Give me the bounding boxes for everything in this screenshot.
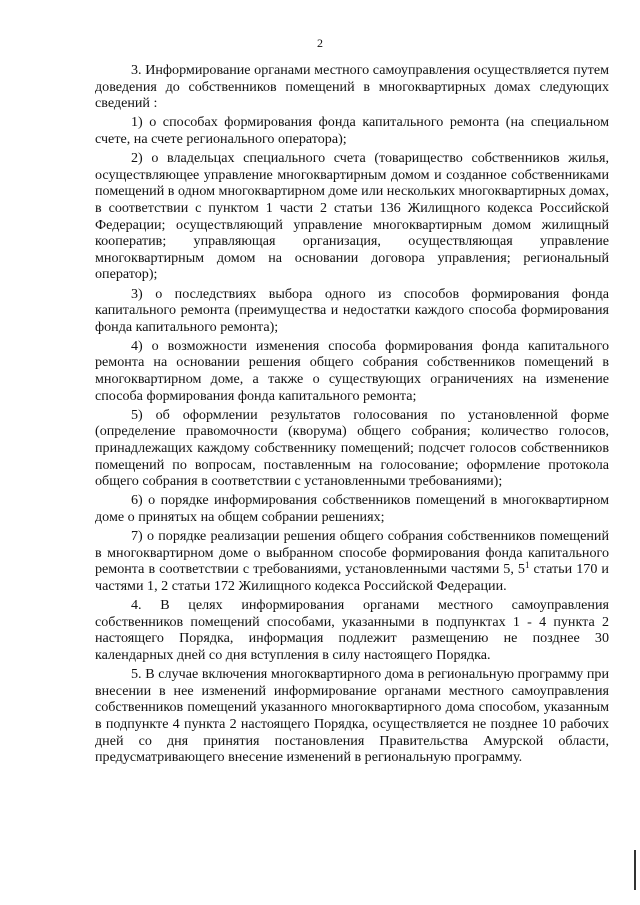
superscript-1: 1	[524, 560, 530, 571]
paragraph-3-item-7-text-before: 7) о порядке реализации решения общего собрания собственников помещений в многоквартирном доме о выбранном способе формирования фонда капитального ремонта в соответствии с требованиями, установленными частями 5, 5	[95, 528, 609, 578]
paragraph-3-item-6: 6) о порядке информирования собственников помещений в многоквартирном доме о принятых на общем собрании решениях;	[95, 492, 609, 525]
paragraph-3-item-7	[95, 528, 609, 594]
paragraph-5: 5. В случае включения многоквартирного дома в региональную программу при внесении в нее изменений информирование органами местного самоуправления собственников помещений указанного многоквартирного дома способом, указанным в подпункте 4 пункта 2 настоящего Порядка, осуществляется не позднее 10 рабочих дней со дня принятия постановления Правительства Амурской области, предусматривающего внесение изменений в региональную программу.	[95, 666, 609, 766]
page-number: 2	[317, 36, 323, 50]
paragraph-3-item-1: 1) о способах формирования фонда капитального ремонта (на специальном счете, на счете регионального оператора);	[95, 114, 609, 147]
paragraph-3-item-4: 4) о возможности изменения способа формирования фонда капитального ремонта на основании решения общего собрания собственников помещений в многоквартирном доме, а также о существующих ограничениях на изменение способа формирования фонда капитального ремонта;	[95, 337, 609, 404]
paragraph-3-item-7-text-after: статьи 170 и частями 1, 2 статьи 172 Жилищного кодекса Российской Федерации.	[95, 561, 609, 594]
paragraph-4: 4. В целях информирования органами местного самоуправления собственников помещений способами, указанными в подпунктах 1 - 4 пункта 2 настоящего Порядка, информация подлежит размещению не позднее 30 календарных дней со дня вступления в силу настоящего Порядка.	[95, 597, 609, 663]
paragraph-3-intro: 3. Информирование органами местного самоуправления осуществляется путем доведения до собственников помещений в многоквартирных домах следующих сведений :	[95, 62, 609, 112]
paragraph-3-item-5: 5) об оформлении результатов голосования по установленной форме (определение правомочности (кворума) общего собрания; количество голосов, принадлежащих каждому собственнику помещений; подсчет голосов собственников помещений по вопросам, поставленным на голосование; оформление протокола общего собрания в соответствии с установленными требованиями);	[95, 406, 609, 490]
paragraph-3-item-2: 2) о владельцах специального счета (товарищество собственников жилья, осуществляющее управление многоквартирным домом и созданное собственниками помещений в одном многоквартирном доме или нескольких многоквартирных домах, в соответствии с пунктом 1 части 2 статьи 136 Жилищного кодекса Российской Федерации; осуществляющий управление многоквартирным домом жилищный кооператив; управляющая организация, осуществляющая управление многоквартирным домом на основании договора управления; региональный оператор);	[95, 150, 609, 283]
document-body	[95, 62, 609, 768]
paragraph-3-item-3: 3) о последствиях выбора одного из способов формирования фонда капитального ремонта (преимущества и недостатки каждого способа формирования фонда капитального ремонта);	[95, 285, 609, 335]
scan-edge-mark	[634, 850, 636, 890]
